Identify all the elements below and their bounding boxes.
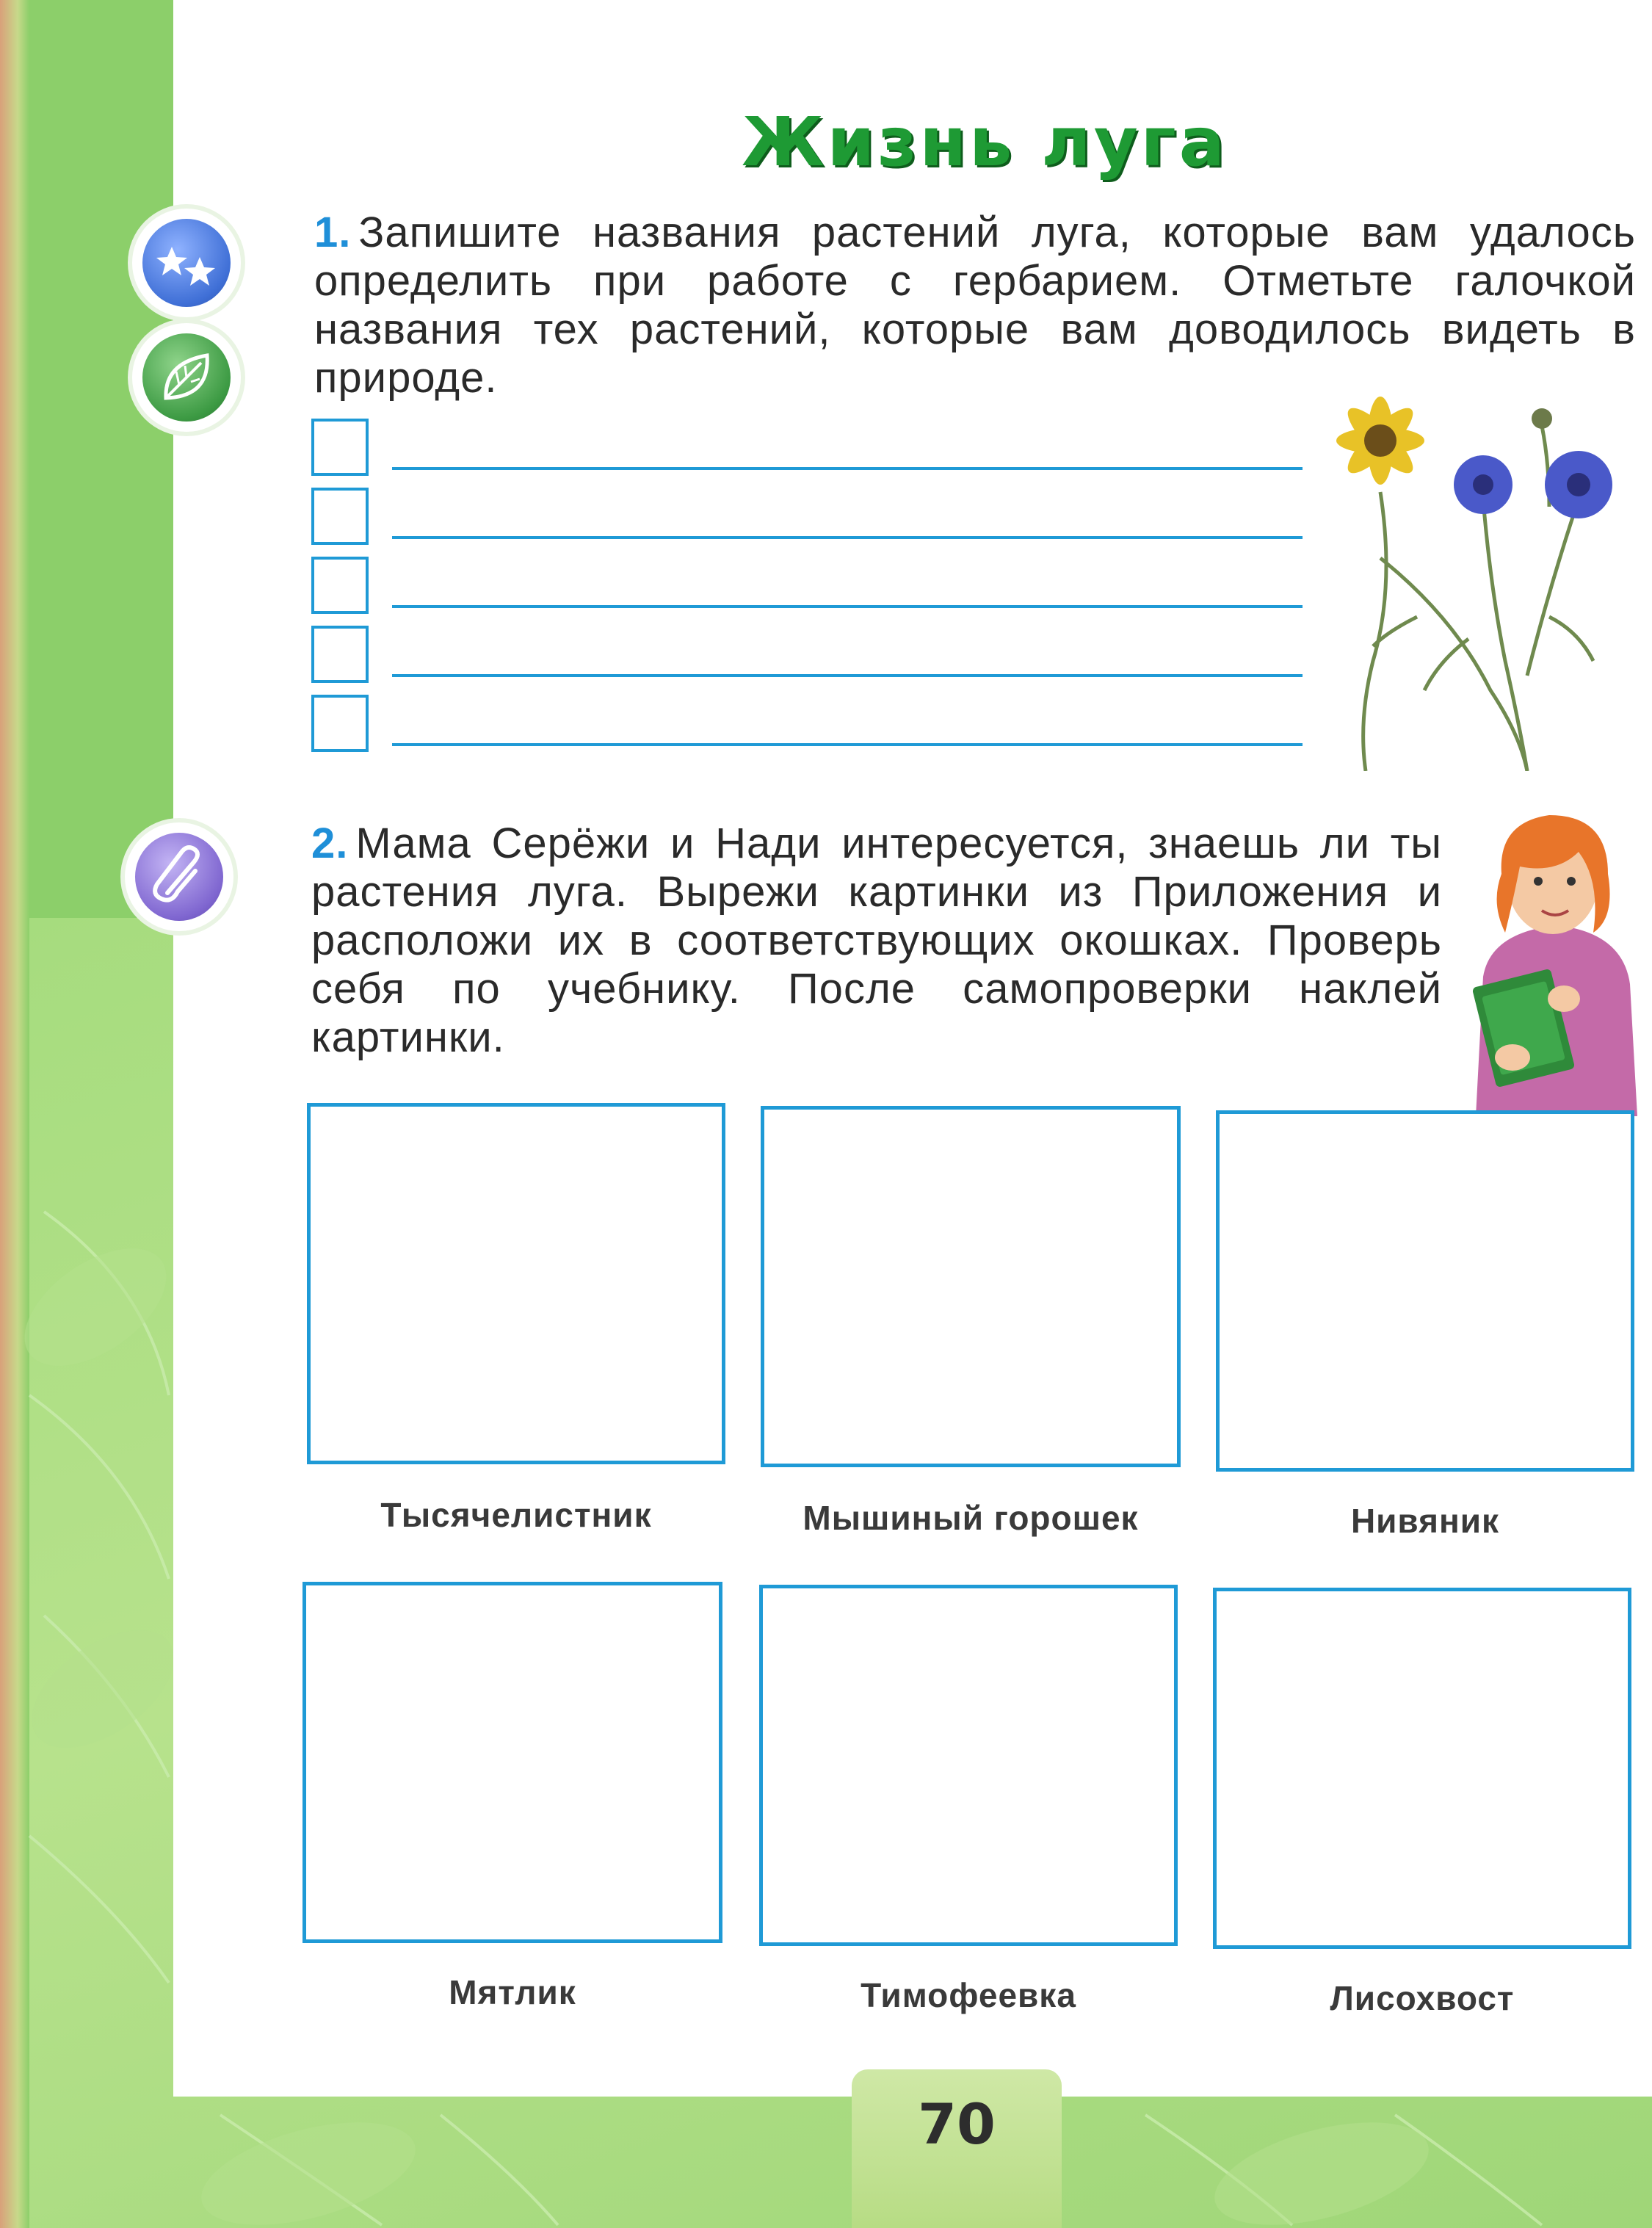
picture-slot-5[interactable]: [759, 1585, 1178, 1946]
checkbox[interactable]: [311, 488, 369, 545]
page-title: Жизнь луга: [742, 103, 1228, 181]
answer-row-5: [311, 695, 1303, 755]
task-2-text: [311, 820, 1442, 1062]
paperclip-icon: [135, 833, 223, 921]
checkbox[interactable]: [311, 419, 369, 476]
task-1-text: [314, 209, 1636, 402]
answer-row-4: [311, 626, 1303, 686]
stars-badge: [132, 209, 241, 317]
answer-line[interactable]: [392, 674, 1303, 677]
answer-line[interactable]: [392, 743, 1303, 746]
answer-row-3: [311, 557, 1303, 617]
task-1-number: 1.: [314, 209, 352, 256]
answer-line[interactable]: [392, 605, 1303, 608]
picture-slot-3[interactable]: [1216, 1110, 1634, 1472]
leaf-icon: [142, 333, 231, 422]
answer-row-1: [311, 419, 1303, 479]
picture-slot-1[interactable]: [307, 1103, 725, 1464]
paperclip-badge: [125, 822, 233, 931]
plant-label-5: Тимофеевка: [861, 1976, 1076, 2014]
answer-line[interactable]: [392, 467, 1303, 470]
leaf-badge: [132, 323, 241, 432]
page-number: 70: [918, 2091, 996, 2157]
task-2-instruction: Мама Серёжи и Нади интересуется, знаешь ли ты растения луга. Вырежи картинки из Приложения и расположи их в соответствующих окошках. Проверь себя по учебнику. После самопроверки наклей картинки.: [311, 820, 1442, 1061]
checkbox[interactable]: [311, 626, 369, 683]
picture-slot-4[interactable]: [302, 1582, 722, 1943]
task-2-number: 2.: [311, 820, 349, 867]
plant-label-4: Мятлик: [449, 1973, 576, 2011]
picture-slot-6[interactable]: [1213, 1588, 1631, 1949]
picture-slot-2[interactable]: [761, 1106, 1181, 1467]
checkbox[interactable]: [311, 557, 369, 614]
girl-with-book-illustration: [1468, 808, 1645, 1116]
answer-line[interactable]: [392, 536, 1303, 539]
checkbox[interactable]: [311, 695, 369, 752]
plant-label-6: Лисохвост: [1330, 1979, 1515, 2017]
plant-label-1: Тысячелистник: [380, 1496, 652, 1534]
meadow-flowers-illustration: [1307, 397, 1615, 771]
task-1-instruction: Запишите названия растений луга, которые вам удалось определить при работе с гербарием. Отметьте галочкой названия тех растений, которые вам доводилось видеть в природе.: [314, 209, 1636, 402]
stars-icon: [142, 219, 231, 307]
plant-label-2: Мышиный горошек: [803, 1499, 1139, 1537]
plant-label-3: Нивяник: [1350, 1502, 1500, 1540]
answer-row-2: [311, 488, 1303, 548]
